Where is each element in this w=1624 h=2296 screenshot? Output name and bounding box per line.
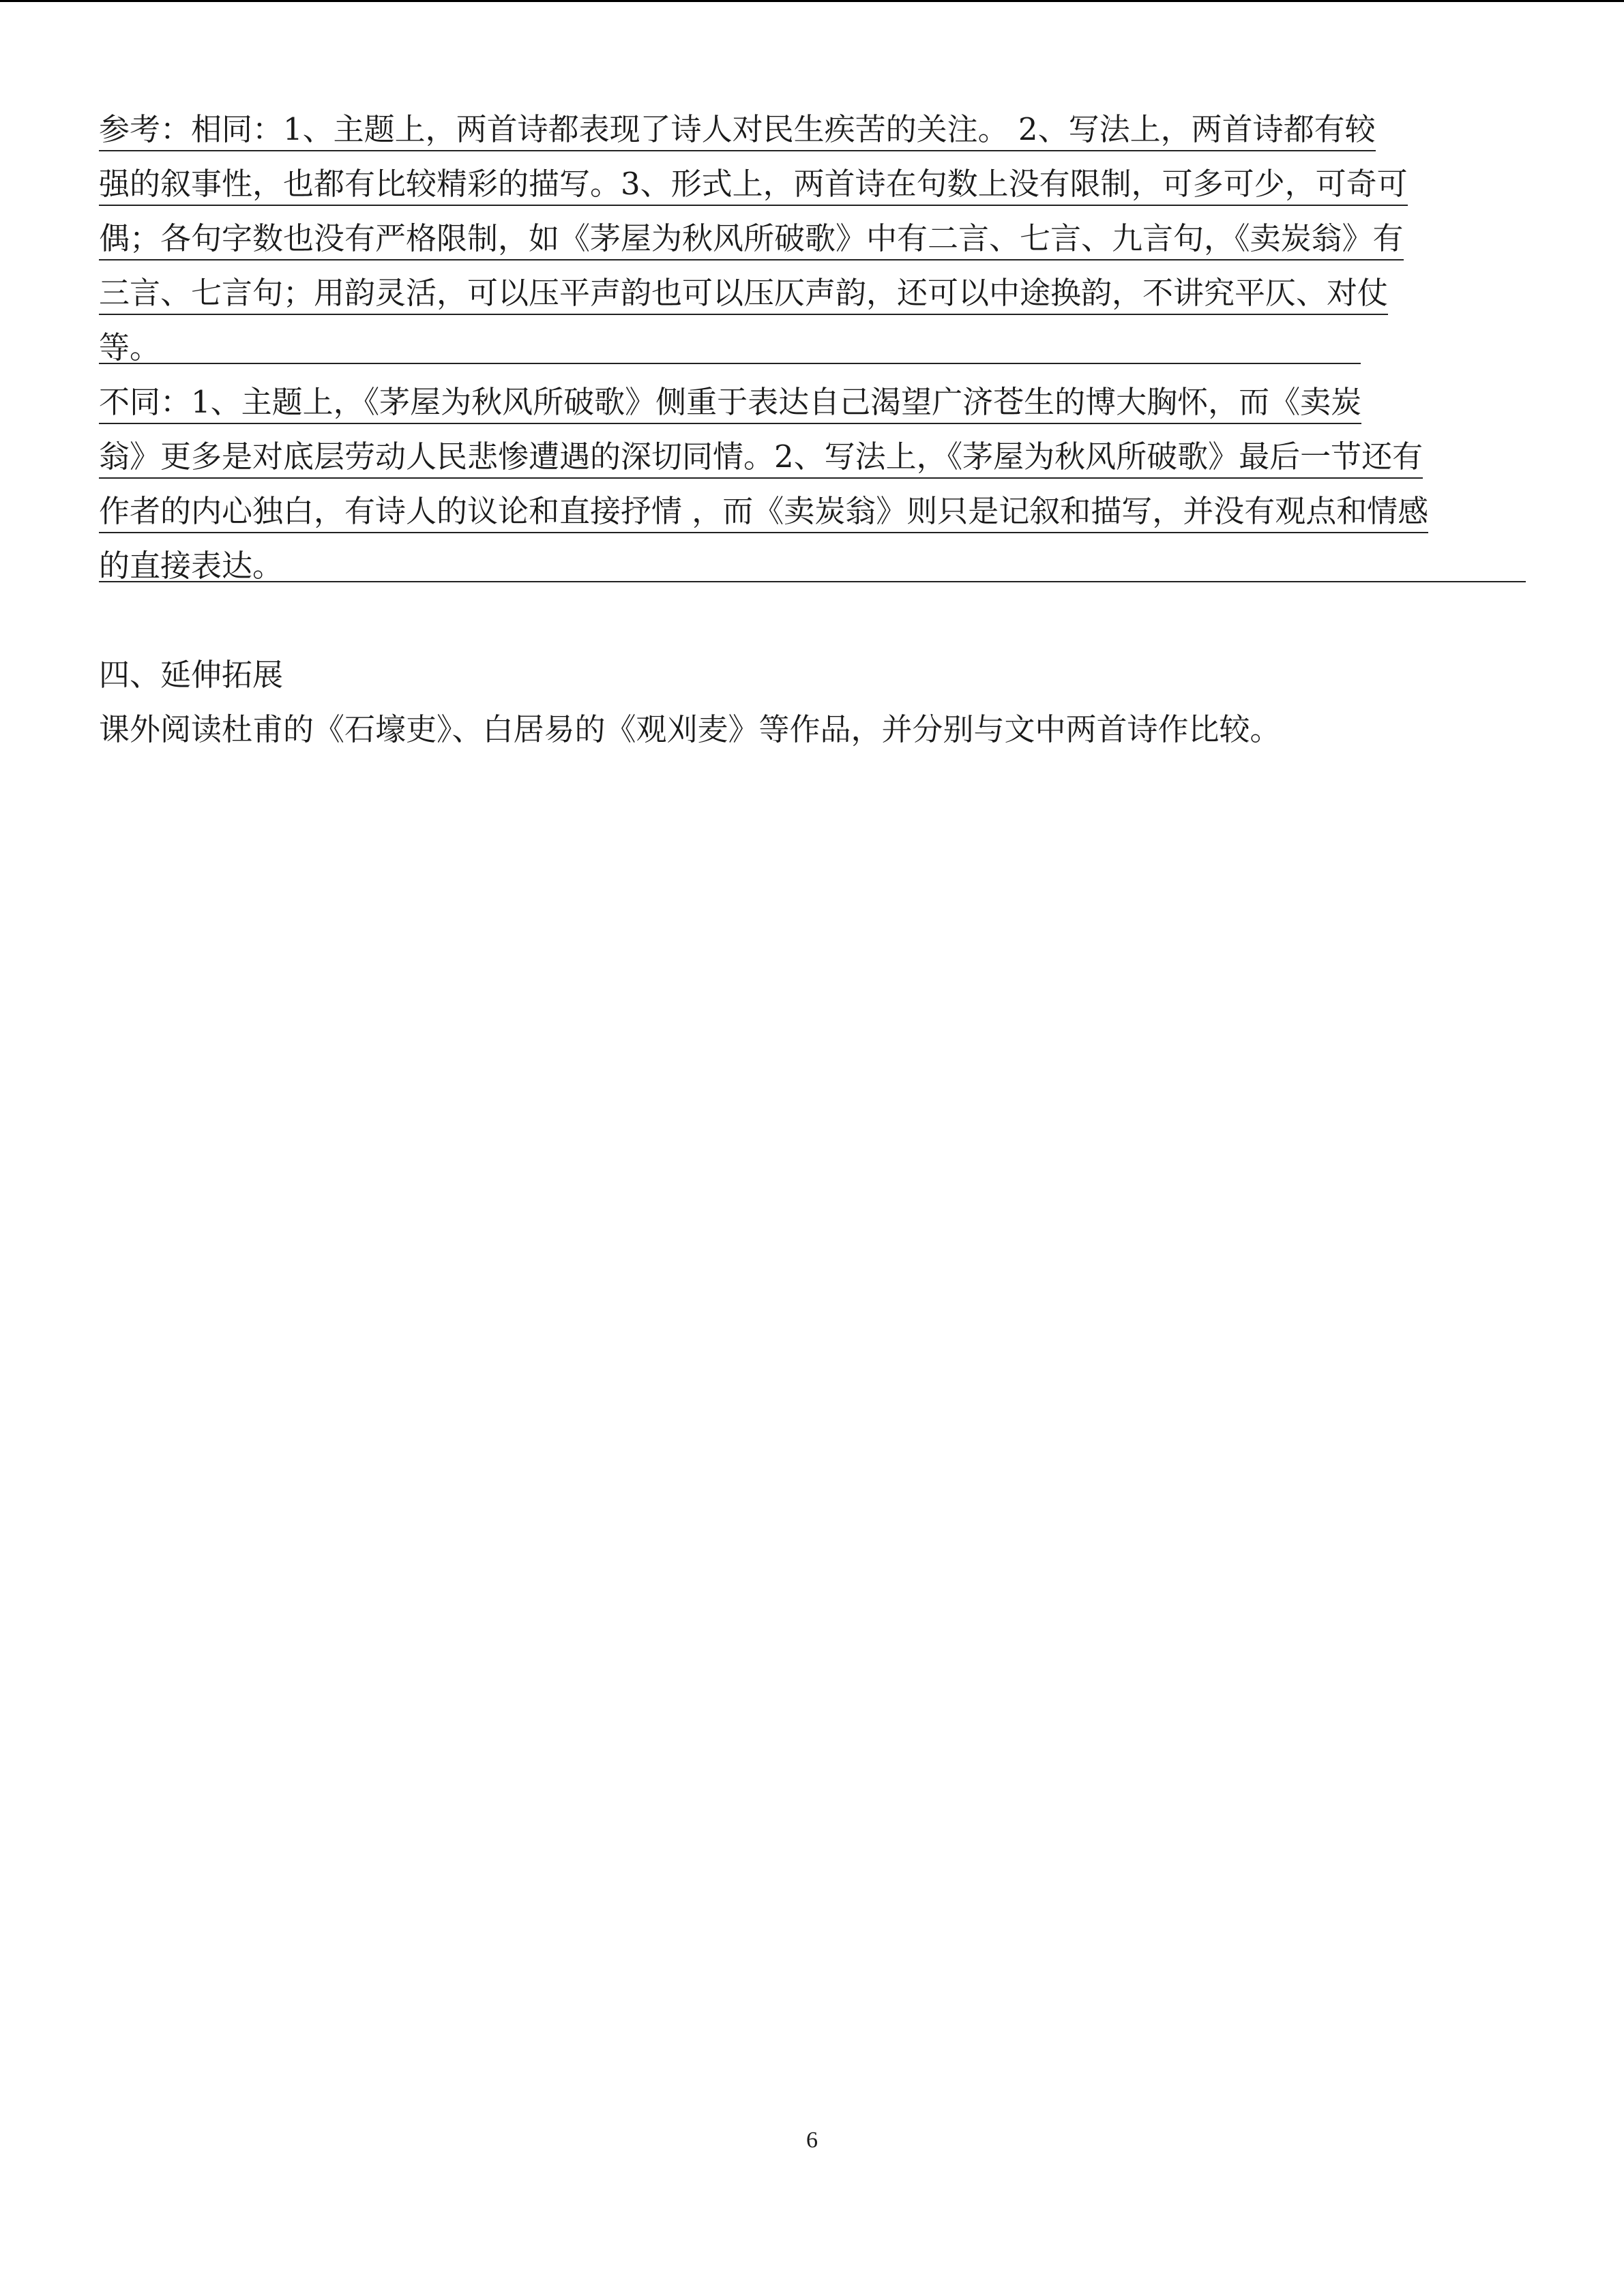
section-heading: 四、延伸拓展 [99, 657, 284, 693]
answer-underline [99, 363, 1361, 364]
answer-line: 强的叙事性，也都有比较精彩的描写。3、形式上，两首诗在句数上没有限制，可多可少，可奇可 [99, 164, 1408, 206]
answer-line: 三言、七言句；用韵灵活，可以压平声韵也可以压仄声韵，还可以中途换韵，不讲究平仄、对仗 [99, 273, 1388, 315]
answer-line: 参考：相同：1、主题上，两首诗都表现了诗人对民生疾苦的关注。 2、写法上，两首诗都有较 [99, 109, 1376, 151]
answer-line: 的直接表达。 [99, 548, 284, 584]
answer-line: 等。 [99, 329, 161, 366]
answer-line: 翁》更多是对底层劳动人民悲惨遭遇的深切同情。2、写法上，《茅屋为秋风所破歌》最后一节还有 [99, 436, 1423, 479]
section-body: 课外阅读杜甫的《石壕吏》、白居易的《观刈麦》等作品，并分别与文中两首诗作比较。 [99, 711, 1281, 747]
page-number: 6 [806, 2128, 818, 2153]
answer-line: 偶；各句字数也没有严格限制，如《茅屋为秋风所破歌》中有二言、七言、九言句，《卖炭翁》有 [99, 218, 1404, 260]
answer-line: 作者的内心独白，有诗人的议论和直接抒情 ，而《卖炭翁》则只是记叙和描写，并没有观点和情感 [99, 491, 1428, 533]
page-top-border [0, 0, 1624, 2]
answer-line: 不同：1、主题上，《茅屋为秋风所破歌》侧重于表达自己渴望广济苍生的博大胸怀，而《卖炭 [99, 382, 1361, 424]
answer-underline [99, 581, 1526, 582]
